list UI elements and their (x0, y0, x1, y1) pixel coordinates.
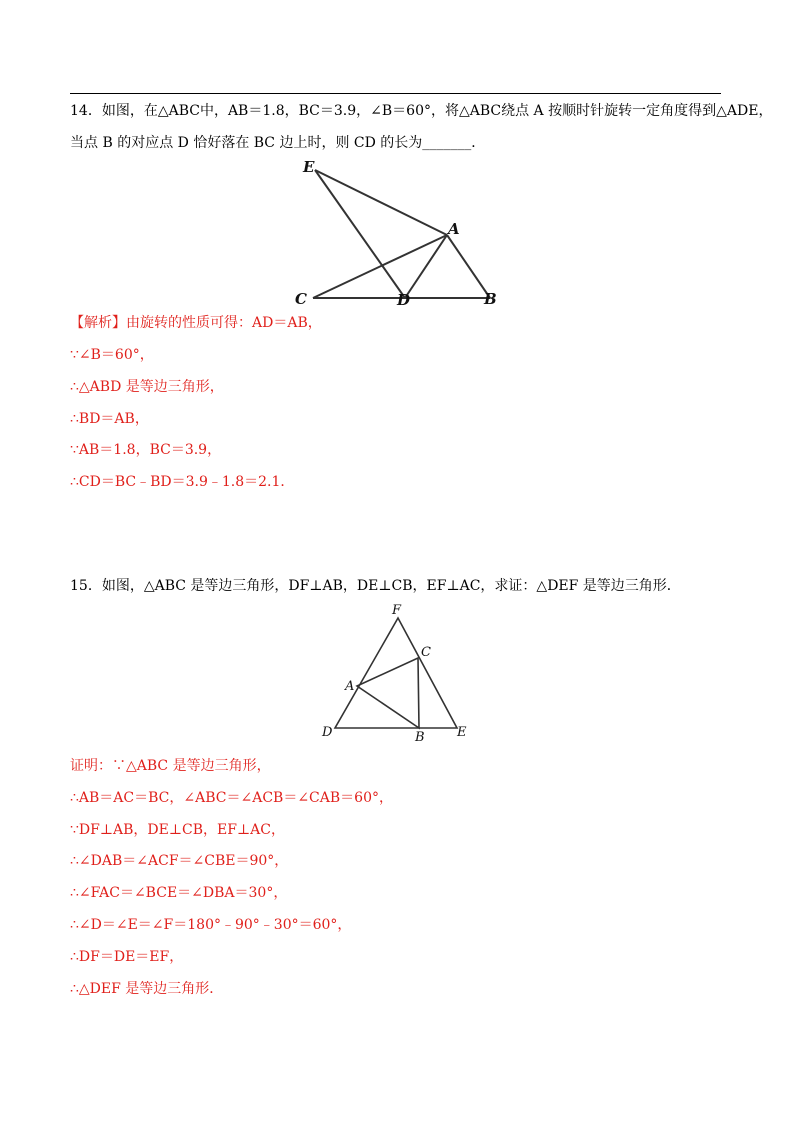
label-a: A (345, 679, 355, 694)
label-f: F (392, 603, 402, 618)
segment-ed (315, 170, 405, 298)
label-e: E (303, 158, 315, 176)
q14-solution-line: ∵AB＝1.8，BC＝3.9， (70, 442, 222, 458)
q14-solution-line: ∴CD＝BC﹣BD＝3.9﹣1.8＝2.1． (70, 474, 295, 490)
q14-solution-line: ∴BD＝AB， (70, 411, 149, 427)
q14-text-line1: 14．如图，在△ABC中，AB＝1.8，BC＝3.9，∠B＝60°，将△ABC绕点 A 按顺时针旋转一定角度得到△ADE， (70, 103, 773, 119)
segment-ea (315, 170, 447, 235)
label-c: C (421, 645, 431, 660)
q15-solution-line: ∴∠DAB＝∠ACF＝∠CBE＝90°， (70, 853, 289, 869)
q14-figure (290, 152, 510, 312)
q14-text-line2: 当点 B 的对应点 D 恰好落在 BC 边上时，则 CD 的长为_______． (70, 135, 486, 151)
q14-solution-line: ∴△ABD 是等边三角形， (70, 379, 224, 395)
label-b: B (415, 730, 425, 745)
q14-solution-line: 【解析】由旋转的性质可得：AD＝AB， (70, 315, 322, 331)
label-d: D (322, 725, 333, 740)
q15-solution-line: ∴∠FAC＝∠BCE＝∠DBA＝30°， (70, 885, 288, 901)
q15-solution-line: ∴AB＝AC＝BC，∠ABC＝∠ACB＝∠CAB＝60°， (70, 790, 393, 806)
q15-figure (315, 598, 475, 746)
label-b: B (484, 290, 497, 308)
q15-text: 15．如图，△ABC 是等边三角形，DF⊥AB，DE⊥CB，EF⊥AC，求证：△DEF 是等边三角形． (70, 578, 681, 594)
label-e: E (457, 725, 467, 740)
segment-ab (447, 235, 490, 298)
label-d: D (397, 291, 411, 309)
triangle-abc (357, 658, 419, 728)
q15-solution-line: ∴△DEF 是等边三角形． (70, 981, 224, 997)
q15-solution-line: ∴DF＝DE＝EF， (70, 949, 184, 965)
label-c: C (295, 290, 307, 308)
label-a: A (448, 220, 460, 238)
q15-solution-line: 证明：∵△ABC 是等边三角形， (70, 758, 271, 774)
q14-solution-line: ∵∠B＝60°， (70, 347, 154, 363)
q15-solution-line: ∴∠D＝∠E＝∠F＝180°﹣90°﹣30°＝60°， (70, 917, 352, 933)
header-rule (70, 93, 721, 94)
q15-solution-line: ∵DF⊥AB，DE⊥CB，EF⊥AC， (70, 822, 285, 838)
